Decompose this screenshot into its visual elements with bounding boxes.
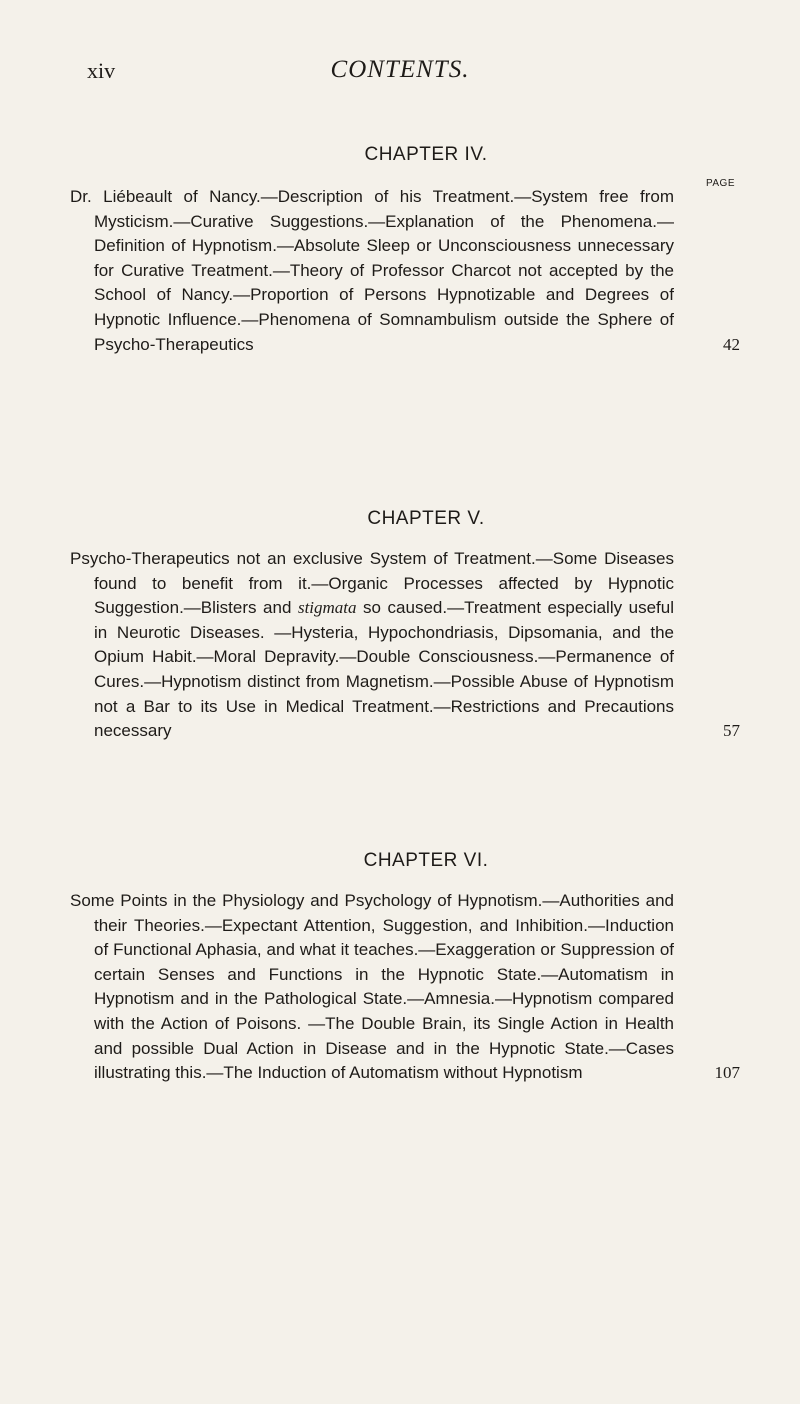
chapter-entry <box>70 547 742 744</box>
chapter-entry <box>70 185 742 357</box>
chapter-vi <box>70 850 742 1086</box>
page-number: 57 <box>723 721 740 741</box>
chapter-title: CHAPTER V. <box>367 508 485 529</box>
page-number: 107 <box>714 1063 740 1083</box>
page-number: 42 <box>723 334 740 354</box>
chapter-title: CHAPTER VI. <box>363 850 489 871</box>
chapter-v <box>70 508 742 744</box>
chapter-summary: Some Points in the Physiology and Psychology of Hypnotism.—Authorities and their Theories.—Expectant Attention, Suggestion, and Inhibition.—Induction of Functional Aphasia, and what it teaches.—Exaggeration or Suppression of certain Senses and Functions in the Hypnotic State.—Automatism in Hypnotism and in the Pathological State.—Amnesia.—Hypnotism compared with the Action of Poisons. —The Double Brain, its Single Action in Health and possible Dual Action in Disease and in the Hypnotic State.—Cases illustrating this.—The Induction of Automatism without Hypnotism <box>70 891 674 1083</box>
running-head <box>0 58 800 88</box>
chapter-summary: Psycho-Therapeutics not an exclusive System of Treatment.—Some Diseases found to benefit from it.—Organic Processes affected by Hypnotic Suggestion.—Blisters and stigmata so caused.—Treatment especially useful in Neurotic Diseases. —Hysteria, Hypochondriasis, Dipsomania, and the Opium Habit.—Moral Depravity.—Double Consciousness.—Permanence of Cures.—Hypnotism distinct from Magnetism.—Possible Abuse of Hypnotism not a Bar to its Use in Medical Treatment.—Restrictions and Precautions necessary <box>70 549 674 741</box>
italic-term: stigmata <box>297 598 357 618</box>
chapter-iv <box>70 144 742 357</box>
chapter-title: CHAPTER IV. <box>364 144 488 165</box>
running-title: CONTENTS. <box>330 56 470 83</box>
page-column-label: PAGE <box>705 178 735 189</box>
chapter-entry <box>70 889 742 1086</box>
chapter-summary: Dr. Liébeault of Nancy.—Description of his Treatment.—System free from Mysticism.—Curative Suggestions.—Explanation of the Phenomena.—Definition of Hypnotism.—Absolute Sleep or Unconsciousness unnecessary for Curative Treatment.—Theory of Professor Charcot not accepted by the School of Nancy.—Proportion of Persons Hypnotizable and Degrees of Hypnotic Influence.—Phenomena of Somnambulism outside the Sphere of Psycho-Therapeutics <box>70 187 674 354</box>
folio: xiv <box>87 58 116 83</box>
